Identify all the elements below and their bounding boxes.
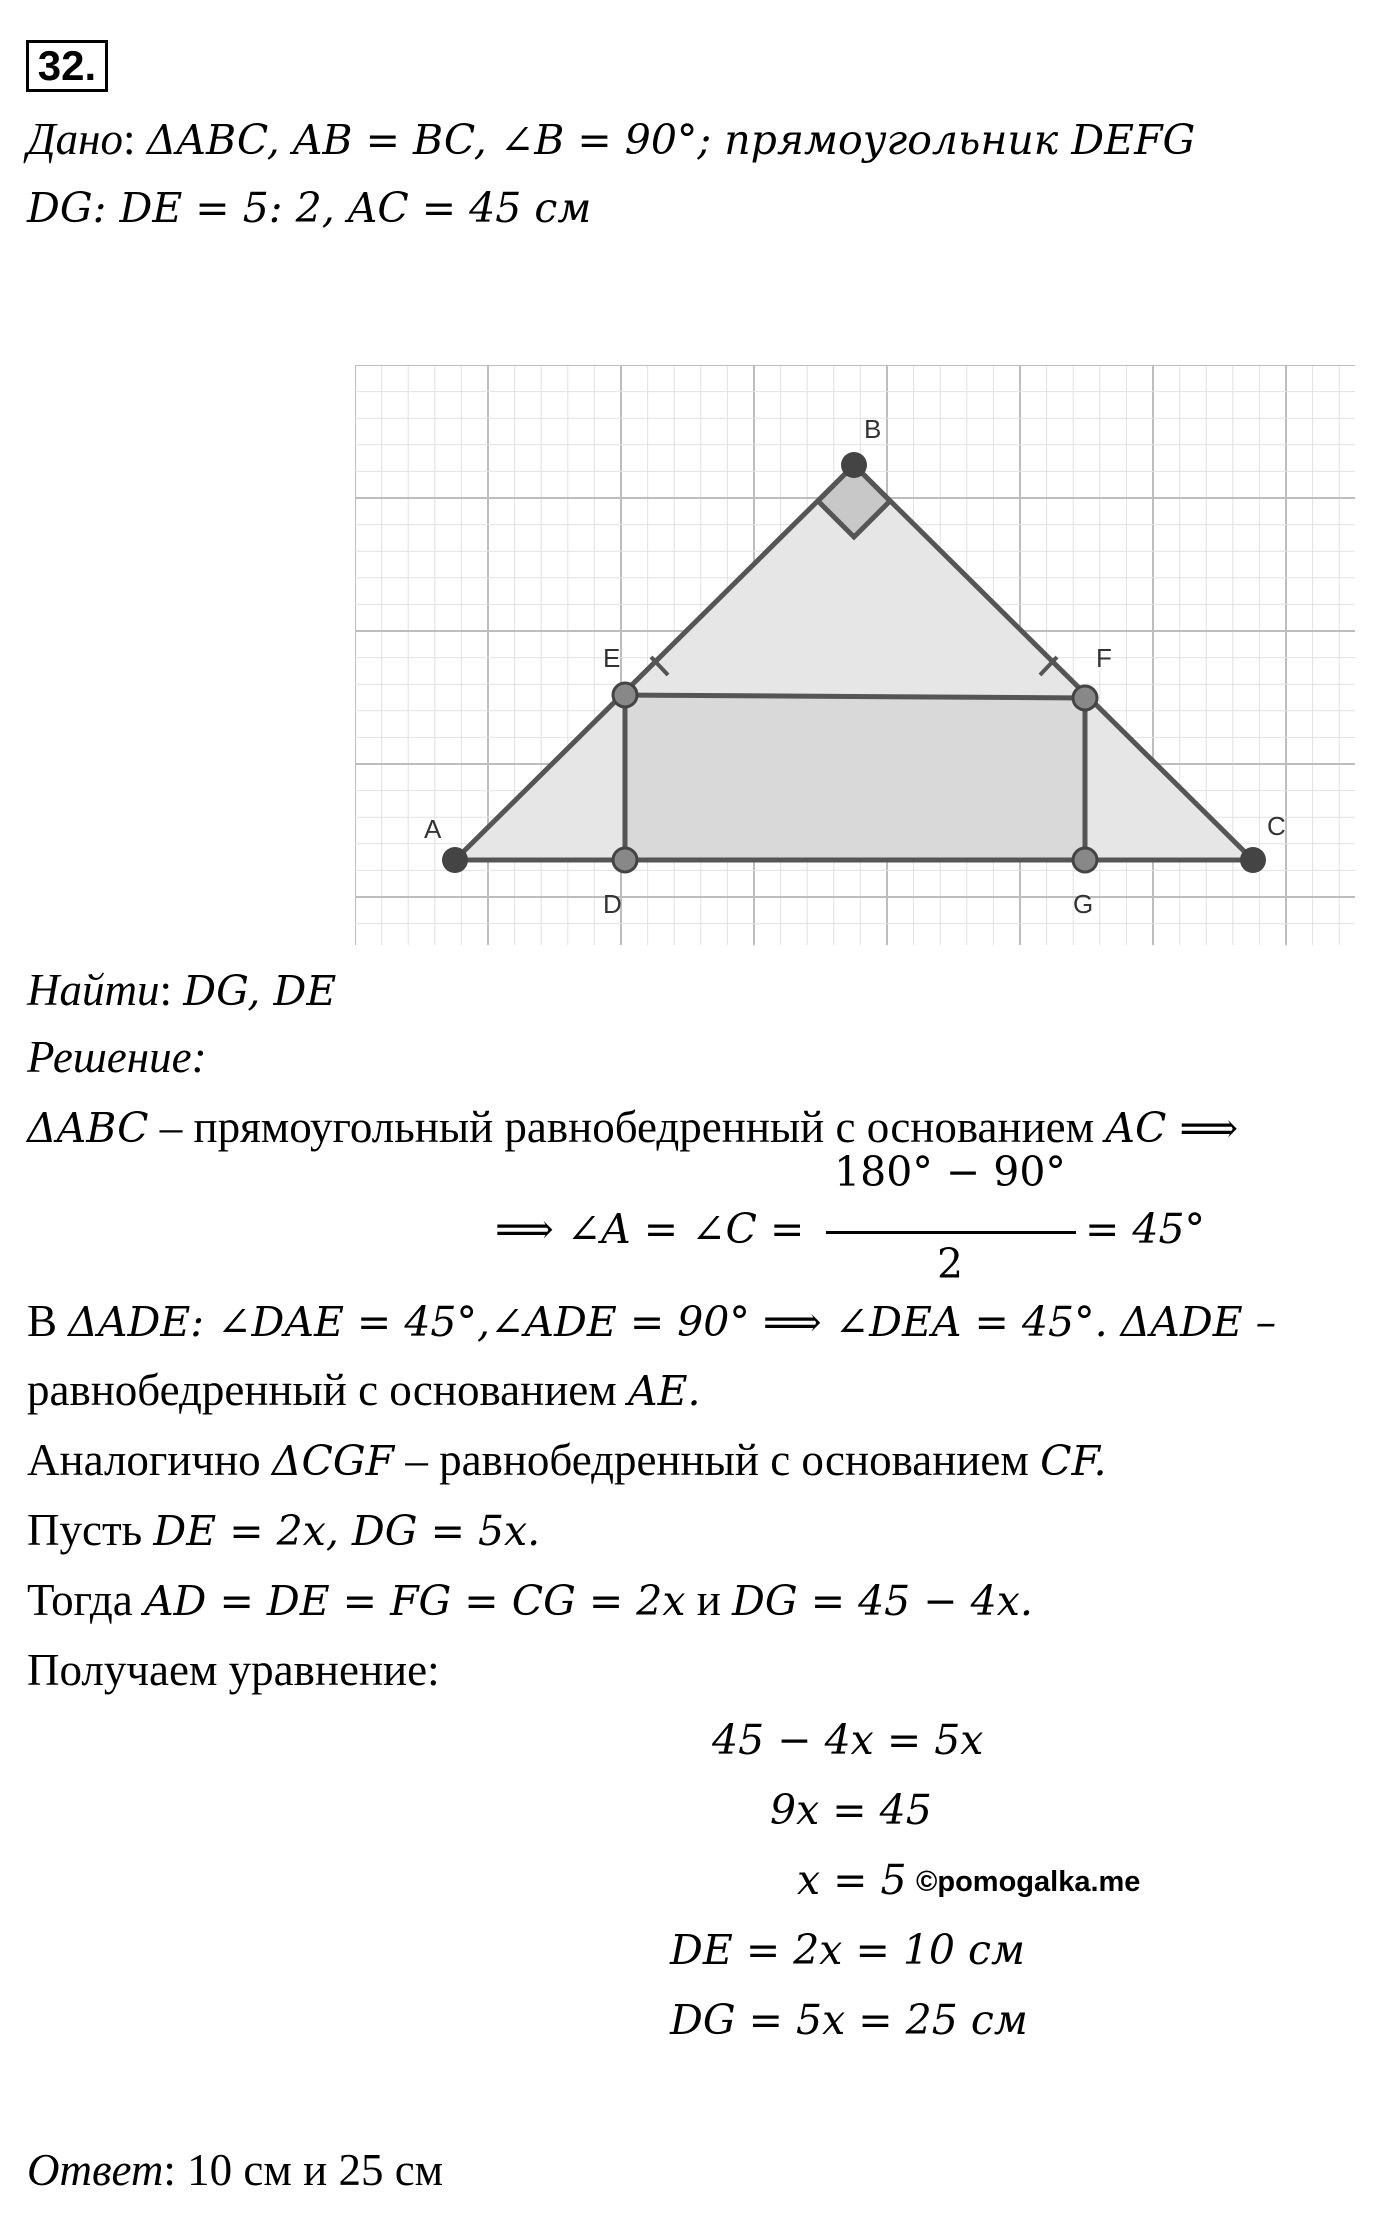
solution-line-4 xyxy=(27,1363,701,1418)
triangle-figure xyxy=(355,365,1365,955)
fraction-bar xyxy=(826,1231,1076,1234)
sol-l1-math: ΔABC xyxy=(27,1104,149,1152)
solution-line-8 xyxy=(27,1643,440,1697)
sol-l3-prefix: В xyxy=(27,1296,69,1346)
watermark: ©pomogalka.me xyxy=(916,1866,1141,1898)
sol-l1-end: AC ⟹ xyxy=(1105,1104,1239,1152)
label-c: C xyxy=(1267,811,1286,841)
sol-l3-math: ΔADE: ∠DAE = 45°,∠ADE = 90° ⟹ ∠DEA = 45°. ΔADE – xyxy=(68,1298,1277,1346)
answer-text: : 10 см и 25 см xyxy=(163,2145,444,2195)
solution-label: Решение: xyxy=(27,1032,207,1082)
sol-l8-text: Получаем уравнение: xyxy=(27,1645,440,1695)
label-f: F xyxy=(1096,643,1112,673)
given-line-1: Дано: ΔABC, AB = BC, ∠B = 90°; прямоугольник DEFG xyxy=(27,114,1196,164)
sol-l7-math1: AD = DE = FG = CG = 2x xyxy=(143,1577,686,1625)
angle-lhs: ⟹ ∠A = ∠C = xyxy=(495,1205,805,1253)
solution-line-5 xyxy=(27,1433,1107,1488)
sol-l7-text: Тогда xyxy=(27,1575,144,1625)
given-text-1: ΔABC, AB = BC, ∠B = 90°; прямоугольник DEFG xyxy=(146,116,1196,164)
label-e: E xyxy=(603,643,621,673)
label-d: D xyxy=(603,889,622,919)
given-line-2 xyxy=(27,180,591,235)
find-line: Найти: DG, DE xyxy=(27,965,337,1015)
solution-line-1 xyxy=(27,1100,1238,1155)
solution-line-6 xyxy=(27,1503,540,1558)
equation-5: DG = 5x = 25 см xyxy=(670,1996,1028,2044)
find-label: Найти xyxy=(27,965,160,1015)
sol-l4-math: AE. xyxy=(627,1367,701,1415)
fraction-denominator: 2 xyxy=(936,1240,964,1288)
point-c xyxy=(1240,847,1266,873)
angle-rhs: = 45° xyxy=(1085,1205,1206,1253)
sol-l4-text: равнобедренный с основанием xyxy=(27,1365,628,1415)
sol-l5-text2: – равнобедренный с основанием xyxy=(394,1435,1041,1485)
answer-label: Ответ xyxy=(27,2145,164,2195)
point-g xyxy=(1073,848,1097,872)
equation-2: 9x = 45 xyxy=(770,1786,932,1834)
equation-1: 45 − 4x = 5x xyxy=(712,1716,984,1764)
equation-3: x = 5 xyxy=(797,1856,907,1904)
problem-number: 32. xyxy=(26,40,108,92)
rectangle-defg xyxy=(625,695,1085,860)
answer-line xyxy=(27,2143,443,2197)
equation-4: DE = 2x = 10 см xyxy=(670,1926,1026,1974)
sol-l5-math2: CF. xyxy=(1040,1437,1107,1485)
sol-l1-text: – прямоугольный равнобедренный с основанием xyxy=(148,1102,1106,1152)
fraction-numerator: 180° − 90° xyxy=(834,1148,1066,1196)
label-g: G xyxy=(1073,889,1094,919)
point-e xyxy=(613,683,637,707)
solution-label-text: Решение xyxy=(27,1032,192,1082)
label-b: B xyxy=(864,414,882,444)
given-label: Дано xyxy=(27,114,123,164)
find-text: DG, DE xyxy=(183,967,337,1015)
sol-l7-math2: DG = 45 − 4x. xyxy=(732,1577,1033,1625)
label-a: A xyxy=(424,814,442,844)
sol-l6-math: DE = 2x, DG = 5x. xyxy=(153,1507,541,1555)
sol-l5-math: ΔCGF xyxy=(271,1437,395,1485)
given-text-2: DG: DE = 5: 2, AC = 45 см xyxy=(27,184,592,232)
point-b xyxy=(841,452,867,478)
point-f xyxy=(1073,686,1097,710)
point-a xyxy=(442,847,468,873)
sol-l7-text2: и xyxy=(685,1575,733,1625)
sol-l6-text: Пусть xyxy=(27,1505,154,1555)
solution-line-3 xyxy=(27,1294,1276,1349)
solution-line-7 xyxy=(27,1573,1033,1628)
point-d xyxy=(613,848,637,872)
sol-l5-text: Аналогично xyxy=(27,1435,272,1485)
